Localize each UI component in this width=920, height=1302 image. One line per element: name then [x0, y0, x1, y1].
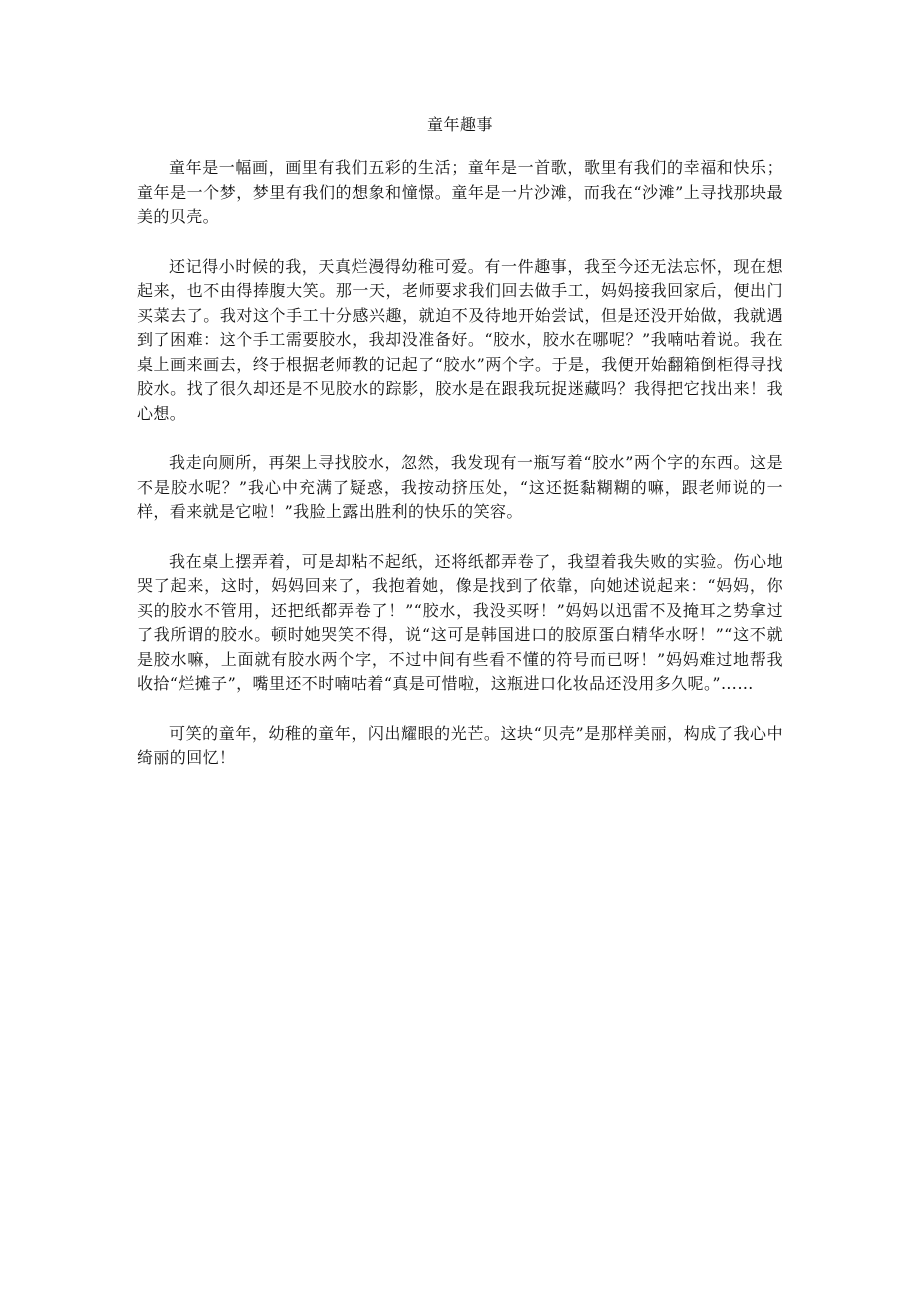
paragraph-failure: 我在桌上摆弄着，可是却粘不起纸，还将纸都弄卷了，我望着我失败的实验。伤心地哭了起来，这时，妈妈回来了，我抱着她，像是找到了依靠，向她述说起来：“妈妈，你买的胶水不管用，还把纸都弄卷了！”“胶水，我没买呀！”妈妈以迅雷不及掩耳之势拿过了我所谓的胶水。顿时她哭笑不得，说“这可是韩国进口的胶原蛋白精华水呀！”“这不就是胶水嘛，上面就有胶水两个字，不过中间有些看不懂的符号而已呀！”妈妈难过地帮我收拾“烂摊子”，嘴里还不时喃咕着“真是可惜啦，这瓶进口化妆品还没用多久呢。”…… — [137, 551, 783, 693]
document-title: 童年趣事 — [426, 115, 493, 134]
paragraph-bathroom: 我走向厕所，再架上寻找胶水，忽然，我发现有一瓶写着“胶水”两个字的东西。这是不是胶水呢？”我心中充满了疑惑，我按动挤压处，“这还挺黏糊糊的嘛，跟老师说的一样，看来就是它啦！”我脸上露出胜利的快乐的笑容。 — [137, 453, 783, 521]
paragraph-intro: 童年是一幅画，画里有我们五彩的生活；童年是一首歌，歌里有我们的幸福和快乐；童年是一个梦，梦里有我们的想象和憧憬。童年是一片沙滩，而我在“沙滩”上寻找那块最美的贝壳。 — [137, 158, 783, 226]
document-body — [137, 112, 783, 796]
paragraph-memory: 还记得小时候的我，天真烂漫得幼稚可爱。有一件趣事，我至今还无法忘怀，现在想起来，也不由得捧腹大笑。那一天，老师要求我们回去做手工，妈妈接我回家后，便出门买菜去了。我对这个手工十分感兴趣，就迫不及待地开始尝试，但是还没开始做，我就遇到了困难：这个手工需要胶水，我却没准备好。“胶水，胶水在哪呢？”我喃咕着说。我在桌上画来画去，终于根据老师教的记起了“胶水”两个字。于是，我便开始翻箱倒柜得寻找胶水。找了很久却还是不见胶水的踪影，胶水是在跟我玩捉迷藏吗？我得把它找出来！我心想。 — [137, 256, 783, 423]
paragraph-conclusion: 可笑的童年，幼稚的童年，闪出耀眼的光芒。这块“贝壳”是那样美丽，构成了我心中绮丽的回忆！ — [137, 723, 783, 767]
